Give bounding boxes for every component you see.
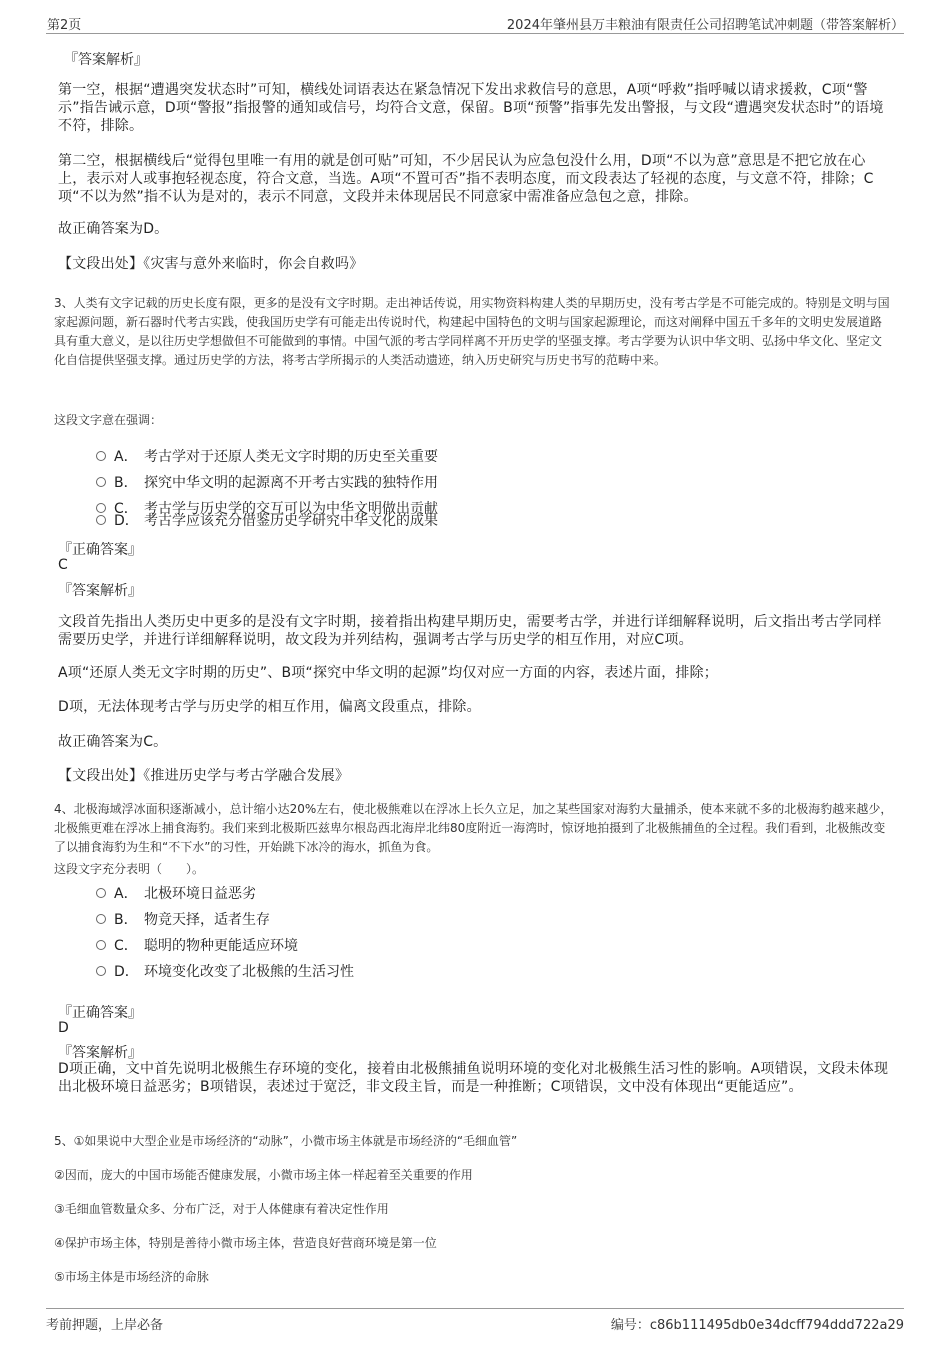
q2-analysis-label: 『答案解析』 — [64, 52, 148, 68]
radio-icon[interactable] — [96, 940, 106, 950]
document-title: 2024年肇州县万丰粮油有限责任公司招聘笔试冲刺题（带答案解析） — [506, 18, 904, 33]
page-number: 第2页 — [47, 18, 82, 33]
q4-stem: 这段文字充分表明（ ）。 — [54, 862, 205, 876]
q3-analysis-label: 『答案解析』 — [58, 583, 142, 599]
q3-option-d[interactable]: D． 考古学应该充分借鉴历史学研究中华文化的成果 — [96, 510, 438, 530]
q4-analysis-paragraph: D项正确，文中首先说明北极熊生存环境的变化，接着由北极熊捕鱼说明环境的变化对北极熊生活习性的影响。A项错误，文段未体现出北极环境日益恶劣；B项错误，表述过于宽泛，非文段主旨，而是一种推断；C项错误，文中没有体现出“更能适应”。 — [58, 1061, 889, 1095]
q4-option-b[interactable]: B． 物竞天择，适者生存 — [96, 909, 270, 929]
q5-sentence-4: ④保护市场主体，特别是善待小微市场主体，营造良好营商环境是第一位 — [54, 1236, 437, 1250]
q4-option-d[interactable]: D． 环境变化改变了北极熊的生活习性 — [96, 961, 354, 981]
q3-correct-answer: C — [58, 557, 68, 573]
document-id: 编号：c86b111495db0e34dcff794ddd722a29 — [610, 1318, 904, 1333]
q4-analysis-label: 『答案解析』 — [58, 1045, 142, 1061]
q2-analysis-paragraph-2: 第二空，根据横线后“觉得包里唯一有用的就是创可贴”可知，不少居民认为应急包没什么用，D项“不以为意”意思是不把它放在心上，表示对人或事抱轻视态度，符合文意，当选。A项“不置可否”指不表明态度，而文段表达了轻视的态度，与文意不符，排除；C项“不以为然”指不认为是对的，表示不同意，文段并未体现居民不同意家中需准备应急包之意，排除。 — [58, 153, 874, 205]
q3-source: 【文段出处】《推进历史学与考古学融合发展》 — [58, 768, 350, 784]
radio-icon[interactable] — [96, 515, 106, 525]
header-divider — [46, 33, 904, 34]
footer-slogan: 考前押题，上岸必备 — [46, 1318, 164, 1333]
q3-passage: 3、人类有文字记载的历史长度有限，更多的是没有文字时期。走出神话传说，用实物资料构建人类的早期历史，没有考古学是不可能完成的。特别是文明与国家起源问题，新石器时代考古实践，使我国历史学有可能走出传说时代，构建起中国特色的文明与国家起源理论，而这对阐释中国五千多年的文明史发展道路具有重大意义，是以往历史学想做但不可能做到的事情。中国气派的考古学同样离不开历史学的坚强支撑。考古学要为认识中华文明、弘扬中华文化、坚定文化自信提供坚强支撑。通过历史学的方法，将考古学所揭示的人类活动遗迹，纳入历史研究与历史书写的范畴中来。 — [54, 296, 890, 367]
q2-conclusion: 故正确答案为D。 — [58, 221, 169, 237]
q3-option-a[interactable]: A． 考古学对于还原人类无文字时期的历史至关重要 — [96, 446, 438, 466]
q5-sentence-5: ⑤市场主体是市场经济的命脉 — [54, 1270, 209, 1284]
q3-option-c[interactable]: C． 考古学与历史学的交互可以为中华文明做出贡献 — [96, 498, 438, 518]
radio-icon[interactable] — [96, 477, 106, 487]
q4-option-a[interactable]: A． 北极环境日益恶劣 — [96, 883, 256, 903]
q4-option-c[interactable]: C． 聪明的物种更能适应环境 — [96, 935, 298, 955]
radio-icon[interactable] — [96, 914, 106, 924]
q3-conclusion: 故正确答案为C。 — [58, 734, 168, 750]
q5-sentence-1: 5、①如果说中大型企业是市场经济的“动脉”，小微市场主体就是市场经济的“毛细血管” — [54, 1134, 518, 1148]
q3-analysis-paragraph-2: A项“还原人类无文字时期的历史”、B项“探究中华文明的起源”均仅对应一方面的内容，表述片面，排除； — [58, 665, 718, 681]
q3-correct-label: 『正确答案』 — [58, 542, 142, 558]
footer-divider — [46, 1308, 904, 1309]
q4-correct-answer: D — [58, 1020, 69, 1036]
q4-correct-label: 『正确答案』 — [58, 1005, 142, 1021]
radio-icon[interactable] — [96, 966, 106, 976]
q3-stem: 这段文字意在强调： — [54, 413, 163, 427]
q5-sentence-3: ③毛细血管数量众多、分布广泛，对于人体健康有着决定性作用 — [54, 1202, 389, 1216]
q2-source: 【文段出处】《灾害与意外来临时，你会自救吗》 — [58, 256, 364, 272]
radio-icon[interactable] — [96, 888, 106, 898]
q3-analysis-paragraph-1: 文段首先指出人类历史中更多的是没有文字时期，接着指出构建早期历史，需要考古学，并进行详细解释说明，后文指出考古学同样需要历史学，并进行详细解释说明，故文段为并列结构，强调考古学与历史学的相互作用，对应C项。 — [58, 614, 882, 648]
q2-analysis-paragraph-1: 第一空，根据“遭遇突发状态时”可知，横线处词语表达在紧急情况下发出求救信号的意思，A项“呼救”指呼喊以请求援救，C项“警示”指告诫示意，D项“警报”指报警的通知或信号，均符合文意，保留。B项“预警”指事先发出警报，与文段“遭遇突发状态时”的语境不符，排除。 — [58, 82, 884, 134]
q3-analysis-paragraph-3: D项，无法体现考古学与历史学的相互作用，偏离文段重点，排除。 — [58, 699, 481, 715]
q5-sentence-2: ②因而，庞大的中国市场能否健康发展，小微市场主体一样起着至关重要的作用 — [54, 1168, 473, 1182]
q4-passage: 4、北极海域浮冰面积逐渐减小，总计缩小达20%左右，使北极熊难以在浮冰上长久立足，加之某些国家对海豹大量捕杀，使本来就不多的北极海豹越来越少，北极熊更难在浮冰上捕食海豹。我们来到北极斯匹兹卑尔根岛西北海岸北纬80度附近一海湾时，惊讶地拍摄到了北极熊捕鱼的全过程。我们看到，北极熊改变了以捕食海豹为生和“不下水”的习性，开始跳下冰冷的海水，抓鱼为食。 — [54, 802, 893, 854]
q3-option-b[interactable]: B． 探究中华文明的起源离不开考古实践的独特作用 — [96, 472, 438, 492]
radio-icon[interactable] — [96, 451, 106, 461]
